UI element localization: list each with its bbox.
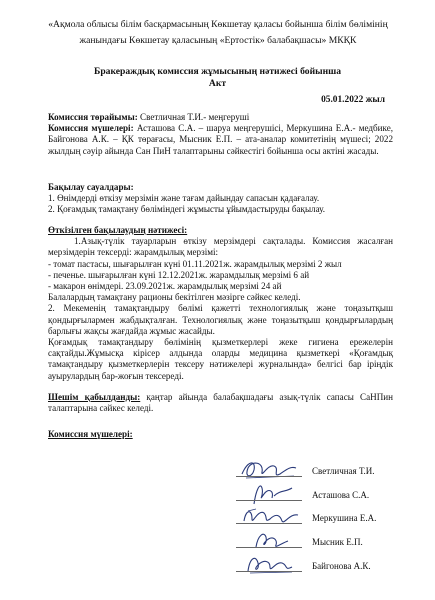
results-list-item: - макарон өнімдері. 23.09.2021ж. жарамдылық мерзімі 24 ай	[48, 281, 282, 292]
conclusion-section	[48, 392, 393, 414]
institution-header: «Ақмола облысы білім басқармасының Көкшетау қаласы бойынша білім бөлімінің жанындағы Көкшетау қаласының «Ертостік» балабақшасы» МКҚК	[48, 19, 388, 46]
signature-row	[0, 503, 435, 527]
results-paragraph-1: 1.Азық-түлік тауарларын өткізу мерзімдері сақталады. Комиссия жасалған мерзімдерін тексерді: жарамдылық мерзімі:	[48, 236, 393, 258]
act-title	[0, 66, 435, 90]
members-label: Комиссия мүшелері:	[48, 123, 134, 134]
signatory-name: Асташова С.А.	[312, 490, 370, 500]
results-label: Өткізілген бақылаудың нәтижесі:	[48, 225, 188, 235]
results-paragraph-3: Қоғамдық тамақтандыру бөлімінің қызметкерлері жеке гигиена ережелерін сақтайды.Жұмысқа кірісер алдында оларды медицина қызметкері «Қоғамдық тамақтандыру қызметкерлерін тексеру нәтижелері журналында» белгісі бар іріңдік ауырулардың бар-жоғын тексереді.	[48, 337, 393, 381]
act-title-line2: Акт	[208, 78, 227, 89]
commission-members	[48, 123, 393, 157]
handwritten-signature	[234, 551, 304, 579]
signature-row	[0, 456, 435, 480]
signature-row	[0, 551, 435, 575]
act-title-line1: Бракераждық комиссия жұмысының нәтижесі бойынша	[93, 66, 342, 77]
signature-line	[236, 500, 302, 501]
signature-line	[236, 523, 302, 524]
signatures-label: Комиссия мүшелері:	[48, 429, 133, 439]
control-label: Бақылау сауалдары:	[48, 182, 134, 192]
signatory-name: Байгонова А.К.	[312, 561, 371, 571]
results-section	[48, 225, 393, 382]
results-paragraph-1-end: Балалардың тамақтану рационы бекітілген мәзірге сәйкес келеді.	[48, 292, 301, 303]
signature-line	[236, 476, 302, 477]
conclusion-label: Шешім қабылданды:	[48, 392, 141, 402]
commission-chair	[48, 112, 393, 123]
act-date: 05.01.2022 жыл	[321, 95, 385, 105]
conclusion-text: қаңтар айында балабақшадағы азық-түлік сапасы СаНПин талаптарына сәйкес келеді.	[48, 392, 393, 414]
control-section	[48, 182, 393, 216]
signatory-name: Мысник Е.П.	[312, 537, 363, 547]
results-paragraph-2: 2. Мекеменің тамақтандыру бөлімі қажетті технологиялық және тоңазытқыш қондырғылармен жабдықталған. Технологиялық және тоңазытқыш қондырғылардың барлығы жақсы жағдайда жұмыс жасайды.	[48, 303, 393, 336]
signature-row	[0, 480, 435, 504]
members-value: Асташова С.А. – шаруа меңгерушісі, Меркушина Е.А.- медбике, Байгонова А.К. – ҚК төрағасы, Мысник Е.П. – ата-аналар комитетінің мүшесі; 2022 жылдың сәуір айында Сан ПиН талаптарыны сәйкестігі бойынша осы актіні жасады.	[48, 123, 393, 156]
signatory-name: Меркушина Е.А.	[312, 513, 377, 523]
chair-label: Комиссия төрайымы:	[48, 112, 138, 122]
chair-value: Светличная Т.И.- меңгеруші	[137, 112, 250, 122]
results-list-item: - томат пастасы, шығарылған күні 01.11.2021ж. жарамдылық мерзімі 2 жыл	[48, 258, 342, 269]
control-item: 1. Өнімдерді өткізу мерзімін және тағам дайындау сапасын қадағалау.	[48, 193, 320, 204]
conclusion	[48, 392, 393, 414]
signature-line	[236, 571, 302, 572]
signatory-name: Светличная Т.И.	[312, 466, 375, 476]
signature-line	[236, 547, 302, 548]
results-list-item: - печенье. шығарылған күні 12.12.2021ж. жарамдылық мерзімі 6 ай	[48, 269, 310, 280]
signature-row	[0, 527, 435, 551]
commission-section	[48, 112, 393, 157]
control-item: 2. Қоғамдық тамақтану бөліміндегі жұмысты ұйымдастыруды бақылау.	[48, 204, 326, 215]
